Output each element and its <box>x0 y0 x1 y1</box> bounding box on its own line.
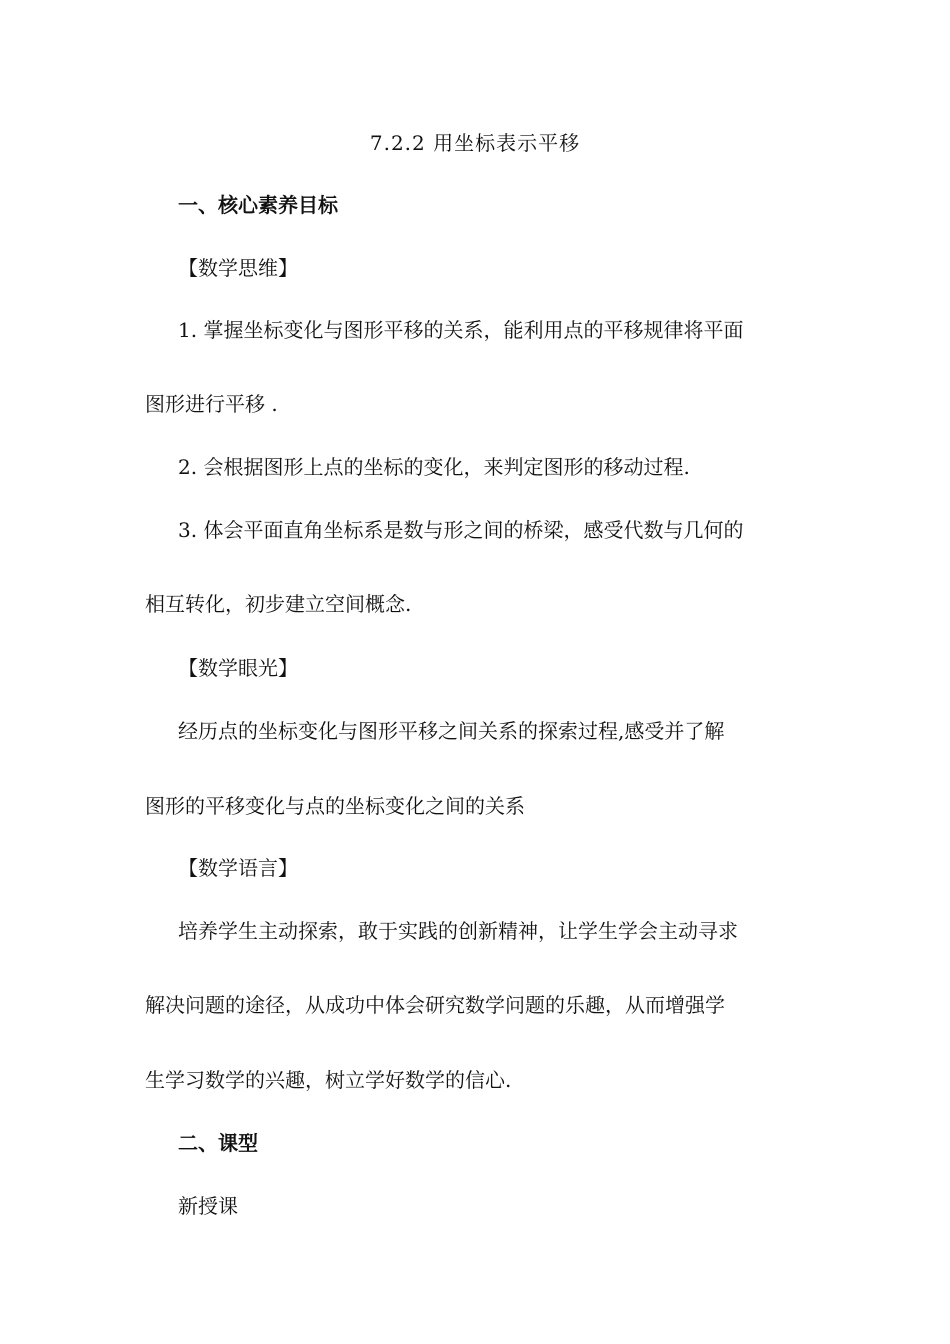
lesson-type-value: 新授课 <box>178 1194 238 1218</box>
goal-item-3-line-1: 3. 体会平面直角坐标系是数与形之间的桥梁，感受代数与几何的 <box>178 518 744 542</box>
page-title: 7.2.2 用坐标表示平移 <box>369 131 581 155</box>
vision-paragraph-line-2: 图形的平移变化与点的坐标变化之间的关系 <box>145 794 525 818</box>
section-heading-lesson-type: 二、课型 <box>178 1131 258 1155</box>
goal-item-1-line-1: 1. 掌握坐标变化与图形平移的关系，能利用点的平移规律将平面 <box>178 318 744 342</box>
language-paragraph-line-1: 培养学生主动探索，敢于实践的创新精神，让学生学会主动寻求 <box>178 919 738 943</box>
subsection-label-thinking: 【数学思维】 <box>178 256 298 280</box>
goal-item-1-line-2: 图形进行平移 . <box>145 392 278 416</box>
vision-paragraph-line-1: 经历点的坐标变化与图形平移之间关系的探索过程,感受并了解 <box>178 719 725 743</box>
language-paragraph-line-2: 解决问题的途径，从成功中体会研究数学问题的乐趣，从而增强学 <box>145 993 725 1017</box>
goal-item-2: 2. 会根据图形上点的坐标的变化，来判定图形的移动过程. <box>178 455 690 479</box>
goal-item-3-line-2: 相互转化，初步建立空间概念. <box>145 592 412 616</box>
subsection-label-vision: 【数学眼光】 <box>178 656 298 680</box>
subsection-label-language: 【数学语言】 <box>178 856 298 880</box>
language-paragraph-line-3: 生学习数学的兴趣，树立学好数学的信心. <box>145 1068 512 1092</box>
section-heading-core-goals: 一、核心素养目标 <box>178 193 338 217</box>
